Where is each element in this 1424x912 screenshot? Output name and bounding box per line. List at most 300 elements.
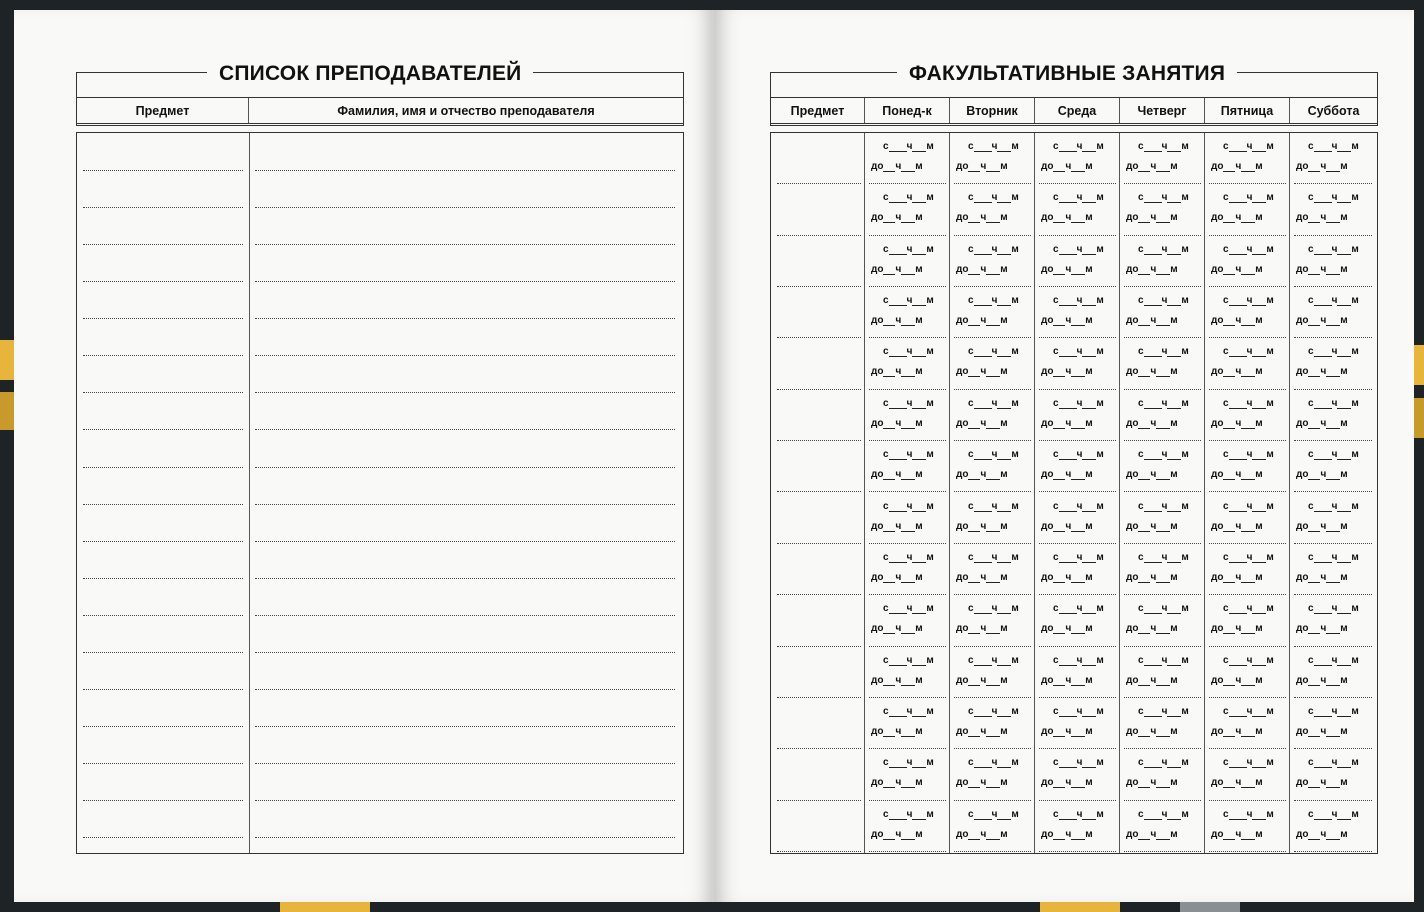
elective-subject-line [777, 286, 861, 287]
time-to-line: до ч м [956, 212, 1008, 224]
time-slot-cell [865, 595, 950, 646]
time-from-line: с ч м [968, 705, 1019, 717]
time-from-line: с ч м [883, 192, 934, 204]
cell-dotted-separator [1209, 851, 1286, 852]
time-slot-cell [865, 184, 950, 235]
teachers-table [76, 132, 684, 854]
time-from-line: с ч м [1138, 346, 1189, 358]
elective-subject-line [777, 697, 861, 698]
time-from-line: с ч м [1223, 397, 1274, 409]
cover-accent-left-2 [0, 392, 14, 430]
time-slot-cell [1120, 801, 1205, 852]
time-from-line: с ч м [968, 500, 1019, 512]
time-slot-cell [1205, 544, 1290, 595]
time-to-line: до ч м [1296, 366, 1348, 378]
cover-accent-bottom-2 [1040, 902, 1120, 912]
time-to-line: до ч м [1211, 828, 1263, 840]
time-slot-cell [865, 493, 950, 544]
time-from-line: с ч м [1053, 397, 1104, 409]
time-slot-cell [1290, 338, 1376, 389]
time-slot-cell [950, 749, 1035, 800]
time-from-line: с ч м [968, 141, 1019, 152]
time-to-line: до ч м [871, 366, 923, 378]
time-from-line: с ч м [968, 551, 1019, 563]
elective-subject-line [777, 440, 861, 441]
subject-write-line [83, 615, 243, 616]
time-from-line: с ч м [1138, 192, 1189, 204]
time-to-line: до ч м [956, 777, 1008, 789]
time-from-line: с ч м [1223, 295, 1274, 307]
time-to-line: до ч м [1126, 571, 1178, 583]
subject-write-line [83, 244, 243, 245]
time-from-line: с ч м [968, 449, 1019, 461]
time-to-line: до ч м [1041, 571, 1093, 583]
time-slot-cell [1120, 236, 1205, 287]
time-from-line: с ч м [1308, 346, 1359, 358]
time-from-line: с ч м [883, 808, 934, 820]
subject-write-line [83, 429, 243, 430]
time-to-line: до ч м [1126, 161, 1178, 172]
time-slot-cell [1120, 493, 1205, 544]
time-slot-cell [1205, 236, 1290, 287]
cell-dotted-separator [1294, 851, 1372, 852]
time-from-line: с ч м [1223, 346, 1274, 358]
time-slot-cell [1035, 338, 1120, 389]
time-to-line: до ч м [1296, 417, 1348, 429]
subject-write-line [83, 355, 243, 356]
time-slot-cell [950, 287, 1035, 338]
time-from-line: с ч м [1223, 705, 1274, 717]
time-from-line: с ч м [1308, 654, 1359, 666]
time-from-line: с ч м [1138, 705, 1189, 717]
subject-write-line [83, 467, 243, 468]
time-from-line: с ч м [1138, 603, 1189, 615]
time-from-line: с ч м [1223, 500, 1274, 512]
teacher-write-line [255, 318, 675, 319]
time-from-line: с ч м [1053, 551, 1104, 563]
time-to-line: до ч м [871, 520, 923, 532]
time-from-line: с ч м [883, 449, 934, 461]
time-to-line: до ч м [1296, 263, 1348, 275]
time-from-line: с ч м [1223, 808, 1274, 820]
time-slot-cell [1290, 749, 1376, 800]
time-to-line: до ч м [871, 571, 923, 583]
time-to-line: до ч м [1296, 520, 1348, 532]
time-from-line: с ч м [1308, 141, 1359, 152]
time-slot-cell [1120, 441, 1205, 492]
time-from-line: с ч м [1308, 192, 1359, 204]
time-slot-cell [1205, 749, 1290, 800]
time-slot-cell [1205, 493, 1290, 544]
time-to-line: до ч м [1296, 469, 1348, 481]
time-to-line: до ч м [1211, 417, 1263, 429]
time-from-line: с ч м [883, 295, 934, 307]
time-slot-cell [865, 441, 950, 492]
time-to-line: до ч м [1211, 212, 1263, 224]
time-to-line: до ч м [956, 263, 1008, 275]
time-slot-cell [865, 749, 950, 800]
time-slot-cell [1205, 287, 1290, 338]
elective-subject-line [777, 235, 861, 236]
time-slot-cell [1035, 544, 1120, 595]
cover-accent-right-1 [1414, 345, 1424, 385]
time-to-line: до ч м [871, 623, 923, 635]
time-slot-cell [950, 647, 1035, 698]
time-to-line: до ч м [1041, 366, 1093, 378]
time-to-line: до ч м [1041, 469, 1093, 481]
time-to-line: до ч м [871, 469, 923, 481]
time-from-line: с ч м [1053, 295, 1104, 307]
time-from-line: с ч м [1138, 243, 1189, 255]
time-from-line: с ч м [883, 141, 934, 152]
time-from-line: с ч м [1308, 551, 1359, 563]
time-slot-cell [1120, 184, 1205, 235]
time-to-line: до ч м [1126, 828, 1178, 840]
time-from-line: с ч м [1308, 295, 1359, 307]
teacher-write-line [255, 429, 675, 430]
time-slot-cell [1035, 441, 1120, 492]
left-header-row [76, 97, 684, 124]
time-to-line: до ч м [956, 315, 1008, 327]
cell-dotted-separator [869, 851, 946, 852]
time-from-line: с ч м [1053, 705, 1104, 717]
time-from-line: с ч м [968, 192, 1019, 204]
electives-table [770, 132, 1378, 854]
time-from-line: с ч м [1053, 757, 1104, 769]
time-to-line: до ч м [1041, 315, 1093, 327]
time-to-line: до ч м [1041, 674, 1093, 686]
time-slot-cell [950, 133, 1035, 184]
elective-subject-line [777, 337, 861, 338]
time-from-line: с ч м [1223, 243, 1274, 255]
time-slot-cell [1120, 287, 1205, 338]
subject-write-line [83, 541, 243, 542]
teacher-write-line [255, 244, 675, 245]
time-slot-cell [1290, 647, 1376, 698]
time-slot-cell [865, 236, 950, 287]
time-to-line: до ч м [1211, 263, 1263, 275]
time-to-line: до ч м [871, 674, 923, 686]
time-slot-cell [1120, 647, 1205, 698]
time-from-line: с ч м [1223, 757, 1274, 769]
time-from-line: с ч м [968, 757, 1019, 769]
left-page [14, 10, 714, 902]
time-slot-cell [865, 544, 950, 595]
time-slot-cell [865, 698, 950, 749]
time-slot-cell [865, 338, 950, 389]
time-slot-cell [865, 647, 950, 698]
time-from-line: с ч м [968, 654, 1019, 666]
time-slot-cell [1205, 595, 1290, 646]
teacher-write-line [255, 800, 675, 801]
time-slot-cell [1035, 493, 1120, 544]
time-from-line: с ч м [1223, 192, 1274, 204]
right-header-day: Суббота [1307, 103, 1360, 118]
time-to-line: до ч м [1041, 263, 1093, 275]
time-to-line: до ч м [871, 315, 923, 327]
teacher-write-line [255, 541, 675, 542]
time-from-line: с ч м [1053, 654, 1104, 666]
time-to-line: до ч м [1296, 725, 1348, 737]
time-to-line: до ч м [1296, 161, 1348, 172]
time-from-line: с ч м [883, 757, 934, 769]
time-slot-cell [1290, 493, 1376, 544]
time-to-line: до ч м [1126, 315, 1178, 327]
time-from-line: с ч м [883, 346, 934, 358]
cover-accent-bottom-1 [280, 902, 370, 912]
time-to-line: до ч м [956, 725, 1008, 737]
time-from-line: с ч м [1308, 397, 1359, 409]
time-slot-cell [1035, 133, 1120, 184]
time-from-line: с ч м [1308, 757, 1359, 769]
time-slot-cell [1120, 133, 1205, 184]
time-from-line: с ч м [1053, 500, 1104, 512]
time-to-line: до ч м [1211, 571, 1263, 583]
time-from-line: с ч м [1138, 449, 1189, 461]
teacher-write-line [255, 652, 675, 653]
time-slot-cell [1035, 390, 1120, 441]
time-slot-cell [950, 338, 1035, 389]
time-slot-cell [1035, 647, 1120, 698]
time-from-line: с ч м [1138, 808, 1189, 820]
time-from-line: с ч м [968, 346, 1019, 358]
subject-write-line [83, 170, 243, 171]
subject-write-line [83, 392, 243, 393]
time-from-line: с ч м [1223, 141, 1274, 152]
time-from-line: с ч м [1308, 808, 1359, 820]
time-slot-cell [1120, 698, 1205, 749]
right-header-row [770, 97, 1378, 124]
subject-write-line [83, 652, 243, 653]
time-slot-cell [1035, 595, 1120, 646]
teacher-write-line [255, 504, 675, 505]
time-from-line: с ч м [883, 500, 934, 512]
time-to-line: до ч м [1126, 469, 1178, 481]
time-to-line: до ч м [1211, 366, 1263, 378]
time-from-line: с ч м [1223, 449, 1274, 461]
time-to-line: до ч м [1211, 520, 1263, 532]
time-from-line: с ч м [1053, 346, 1104, 358]
time-slot-cell [950, 595, 1035, 646]
time-slot-cell [1035, 236, 1120, 287]
teacher-write-line [255, 763, 675, 764]
time-to-line: до ч м [1126, 366, 1178, 378]
time-to-line: до ч м [956, 674, 1008, 686]
time-to-line: до ч м [956, 366, 1008, 378]
cell-dotted-separator [1039, 851, 1116, 852]
time-slot-cell [950, 801, 1035, 852]
time-to-line: до ч м [956, 417, 1008, 429]
time-slot-cell [1205, 133, 1290, 184]
time-from-line: с ч м [968, 243, 1019, 255]
time-to-line: до ч м [956, 623, 1008, 635]
time-to-line: до ч м [871, 161, 923, 172]
teacher-write-line [255, 615, 675, 616]
time-slot-cell [1120, 595, 1205, 646]
time-from-line: с ч м [1053, 603, 1104, 615]
time-to-line: до ч м [1041, 777, 1093, 789]
time-slot-cell [865, 801, 950, 852]
right-header-day: Понед-к [865, 98, 950, 123]
time-from-line: с ч м [1223, 603, 1274, 615]
time-slot-cell [1120, 544, 1205, 595]
elective-subject-line [777, 389, 861, 390]
time-to-line: до ч м [1126, 520, 1178, 532]
time-to-line: до ч м [1296, 777, 1348, 789]
time-to-line: до ч м [1126, 777, 1178, 789]
time-to-line: до ч м [871, 263, 923, 275]
elective-subject-line [777, 800, 861, 801]
time-from-line: с ч м [1138, 295, 1189, 307]
teacher-write-line [255, 170, 675, 171]
time-to-line: до ч м [1211, 469, 1263, 481]
time-to-line: до ч м [1296, 828, 1348, 840]
time-from-line: с ч м [883, 603, 934, 615]
time-to-line: до ч м [1211, 623, 1263, 635]
time-from-line: с ч м [1053, 243, 1104, 255]
time-from-line: с ч м [968, 808, 1019, 820]
time-to-line: до ч м [871, 417, 923, 429]
elective-subject-line [777, 594, 861, 595]
time-to-line: до ч м [1211, 161, 1263, 172]
teacher-write-line [255, 467, 675, 468]
time-to-line: до ч м [871, 725, 923, 737]
right-page [714, 10, 1414, 902]
time-from-line: с ч м [1138, 500, 1189, 512]
subject-write-line [83, 207, 243, 208]
elective-subject-line [777, 543, 861, 544]
time-slot-cell [1290, 698, 1376, 749]
teacher-write-line [255, 578, 675, 579]
time-from-line: с ч м [883, 243, 934, 255]
time-slot-cell [950, 390, 1035, 441]
left-page-title: СПИСОК ПРЕПОДАВАТЕЛЕЙ [207, 62, 533, 86]
subject-write-line [83, 763, 243, 764]
time-slot-cell [1205, 647, 1290, 698]
subject-write-line [83, 837, 243, 838]
time-to-line: до ч м [1211, 674, 1263, 686]
time-slot-cell [1035, 184, 1120, 235]
time-to-line: до ч м [1296, 623, 1348, 635]
time-to-line: до ч м [1211, 725, 1263, 737]
right-header-subject: Предмет [771, 98, 865, 123]
teacher-write-line [255, 281, 675, 282]
time-from-line: с ч м [1308, 500, 1359, 512]
time-to-line: до ч м [1041, 828, 1093, 840]
time-from-line: с ч м [1223, 551, 1274, 563]
time-from-line: с ч м [1053, 449, 1104, 461]
time-to-line: до ч м [1126, 674, 1178, 686]
teacher-write-line [255, 355, 675, 356]
time-to-line: до ч м [1211, 777, 1263, 789]
time-slot-cell [1120, 749, 1205, 800]
left-header-subject: Предмет [77, 98, 249, 123]
elective-subject-line [777, 851, 861, 852]
time-from-line: с ч м [883, 551, 934, 563]
time-to-line: до ч м [871, 777, 923, 789]
time-slot-cell [1290, 801, 1376, 852]
time-slot-cell [1290, 390, 1376, 441]
left-header-teacher-name: Фамилия, имя и отчество преподавателя [337, 103, 595, 118]
time-from-line: с ч м [968, 603, 1019, 615]
time-from-line: с ч м [883, 397, 934, 409]
cover-accent-bottom-3 [1180, 902, 1240, 912]
subject-write-line [83, 689, 243, 690]
time-slot-cell [865, 133, 950, 184]
time-to-line: до ч м [956, 571, 1008, 583]
time-slot-cell [1290, 184, 1376, 235]
teacher-write-line [255, 207, 675, 208]
time-slot-cell [950, 441, 1035, 492]
time-slot-cell [865, 390, 950, 441]
teacher-write-line [255, 726, 675, 727]
time-from-line: с ч м [883, 654, 934, 666]
right-header-day: Четверг [1120, 98, 1205, 123]
time-slot-cell [1290, 287, 1376, 338]
subject-write-line [83, 504, 243, 505]
time-from-line: с ч м [1223, 654, 1274, 666]
time-from-line: с ч м [1138, 397, 1189, 409]
cover-accent-right-2 [1414, 398, 1424, 438]
time-slot-cell [1205, 801, 1290, 852]
time-to-line: до ч м [956, 469, 1008, 481]
time-slot-cell [950, 544, 1035, 595]
time-from-line: с ч м [1308, 603, 1359, 615]
time-slot-cell [950, 698, 1035, 749]
elective-subject-line [777, 646, 861, 647]
time-slot-cell [1035, 698, 1120, 749]
subject-write-line [83, 726, 243, 727]
time-to-line: до ч м [1126, 623, 1178, 635]
teacher-write-line [255, 837, 675, 838]
time-from-line: с ч м [1053, 808, 1104, 820]
time-to-line: до ч м [1296, 315, 1348, 327]
teachers-column-divider [249, 133, 250, 853]
time-from-line: с ч м [1138, 654, 1189, 666]
time-to-line: до ч м [1041, 212, 1093, 224]
time-from-line: с ч м [1053, 141, 1104, 152]
time-to-line: до ч м [1041, 725, 1093, 737]
time-to-line: до ч м [1126, 725, 1178, 737]
time-slot-cell [1290, 595, 1376, 646]
time-to-line: до ч м [1126, 417, 1178, 429]
time-to-line: до ч м [1211, 315, 1263, 327]
time-from-line: с ч м [968, 295, 1019, 307]
subject-write-line [83, 318, 243, 319]
elective-subject-line [777, 183, 861, 184]
time-to-line: до ч м [871, 212, 923, 224]
time-slot-cell [1290, 133, 1376, 184]
right-page-title: ФАКУЛЬТАТИВНЫЕ ЗАНЯТИЯ [897, 62, 1237, 86]
time-to-line: до ч м [871, 828, 923, 840]
time-from-line: с ч м [1138, 551, 1189, 563]
time-slot-cell [1120, 338, 1205, 389]
cell-dotted-separator [954, 851, 1031, 852]
elective-subject-line [777, 748, 861, 749]
time-slot-cell [1205, 338, 1290, 389]
time-to-line: до ч м [956, 828, 1008, 840]
time-slot-cell [950, 236, 1035, 287]
right-header-day: Вторник [950, 98, 1035, 123]
subject-write-line [83, 281, 243, 282]
time-to-line: до ч м [1296, 674, 1348, 686]
time-slot-cell [1290, 441, 1376, 492]
time-to-line: до ч м [956, 520, 1008, 532]
time-from-line: с ч м [1308, 705, 1359, 717]
time-to-line: до ч м [1296, 212, 1348, 224]
time-slot-cell [1035, 801, 1120, 852]
time-to-line: до ч м [956, 161, 1008, 172]
